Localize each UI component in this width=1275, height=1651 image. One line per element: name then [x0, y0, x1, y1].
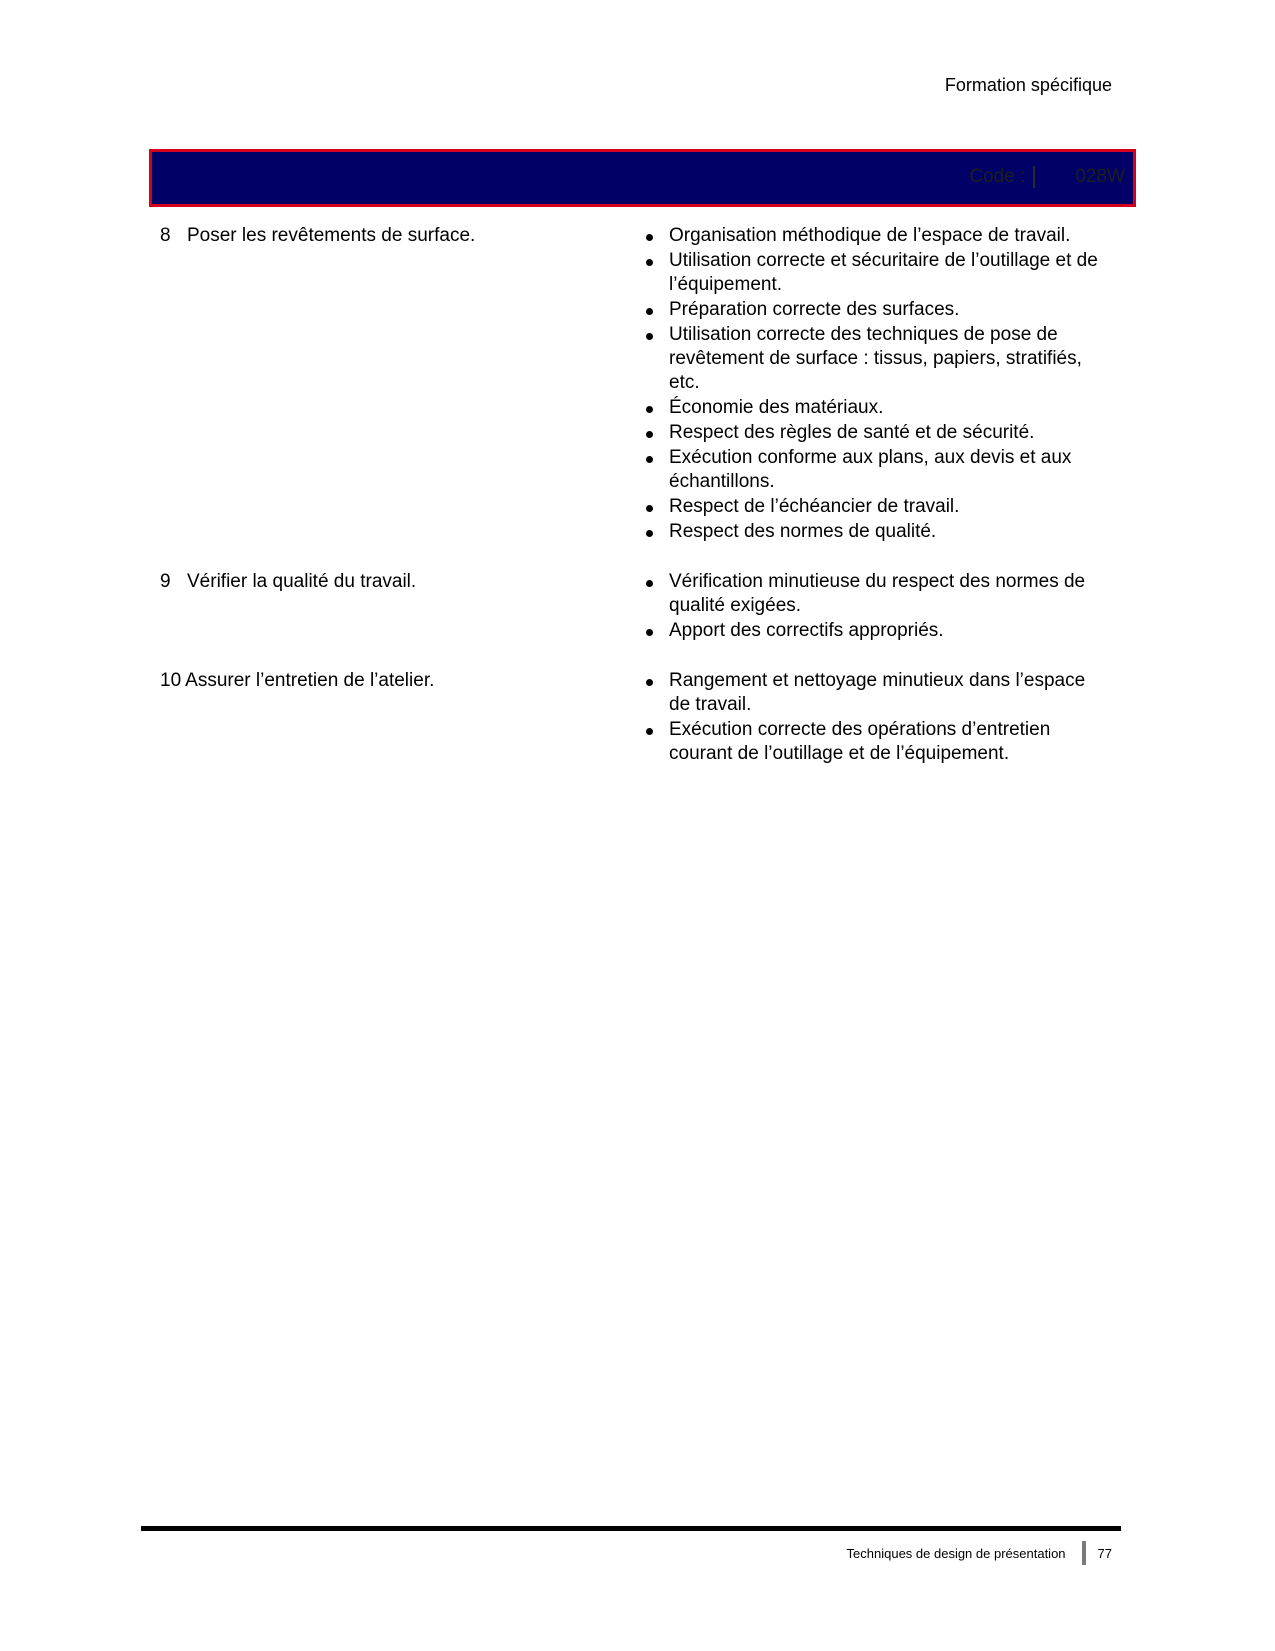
table-row	[160, 570, 1120, 644]
list-item: Vérification minutieuse du respect des normes de qualité exigées.	[646, 570, 1106, 618]
running-head: Formation spécifique	[944, 75, 1112, 95]
step-element	[160, 669, 646, 767]
step-number: 8	[160, 225, 171, 246]
footer-program: Techniques de design de présentation	[846, 1545, 1066, 1561]
criteria-list	[646, 570, 1106, 644]
list-item: Respect des règles de santé et de sécurité.	[646, 421, 1106, 445]
step-element	[160, 570, 646, 644]
step-element	[160, 224, 646, 545]
list-item: Rangement et nettoyage minutieux dans l’espace de travail.	[646, 669, 1106, 717]
table-row	[160, 669, 1120, 767]
page-number: 77	[1097, 1545, 1112, 1561]
list-item: Exécution correcte des opérations d’entretien courant de l’outillage et de l’équipement.	[646, 718, 1106, 766]
code-separator	[1033, 166, 1035, 188]
step-text: Vérifier la qualité du travail.	[187, 571, 417, 592]
code-label: Code :	[969, 166, 1026, 187]
step-number: 10	[160, 670, 182, 691]
table-row	[160, 224, 1120, 545]
page-footer	[847, 1541, 1112, 1565]
step-number: 9	[160, 571, 171, 592]
footer-separator	[1082, 1541, 1086, 1565]
competency-header-bar	[149, 149, 1136, 207]
criteria-list	[646, 669, 1106, 767]
list-item: Respect de l’échéancier de travail.	[646, 495, 1106, 519]
list-item: Utilisation correcte et sécuritaire de l’outillage et de l’équipement.	[646, 249, 1106, 297]
code-value: 028W	[1075, 166, 1125, 187]
list-item: Économie des matériaux.	[646, 396, 1106, 420]
list-item: Utilisation correcte des techniques de pose de revêtement de surface : tissus, papiers, stratifiés, etc.	[646, 323, 1106, 395]
competency-table	[160, 224, 1120, 792]
criteria-list	[646, 224, 1106, 545]
list-item: Organisation méthodique de l’espace de travail.	[646, 224, 1106, 248]
list-item: Exécution conforme aux plans, aux devis et aux échantillons.	[646, 446, 1106, 494]
footer-rule	[141, 1526, 1121, 1531]
list-item: Apport des correctifs appropriés.	[646, 619, 1106, 643]
step-text: Poser les revêtements de surface.	[187, 225, 476, 246]
list-item: Respect des normes de qualité.	[646, 520, 1106, 544]
list-item: Préparation correcte des surfaces.	[646, 298, 1106, 322]
step-text: Assurer l’entretien de l’atelier.	[185, 670, 435, 691]
competency-code	[969, 166, 1125, 188]
